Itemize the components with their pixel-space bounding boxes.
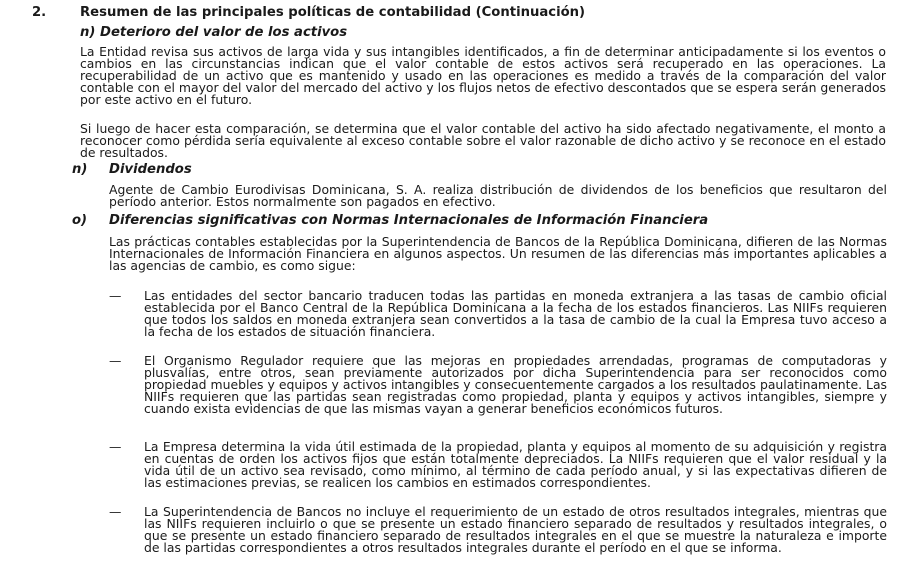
list-item: La Empresa determina la vida útil estimada de la propiedad, planta y equipos al momento de su adquisición y registra en cuentas de orden los activos fijos que están totalmente depreciados. La NIIFs requieren que el valor residual y la vida útil de un activo sea revisado, como mínimo, al término de cada período anual, y si las expectativas difieren de las estimaciones previas, se realicen los cambios en estimados correspondientes. [144, 439, 887, 490]
bullet-marker: — [109, 288, 122, 303]
dividendos-letter: n) [72, 162, 88, 177]
section-title: Resumen de las principales políticas de contabilidad (Continuación) [80, 5, 586, 20]
dividendos-paragraph: Agente de Cambio Eurodivisas Dominicana, S. A. realiza distribución de dividendos de los beneficios que resultaron del período anterior. Estos normalmente son pagados en efectivo. [109, 182, 887, 209]
diferencias-heading: Diferencias significativas con Normas Internacionales de Información Financiera [109, 213, 709, 228]
deterioro-paragraph-1: La Entidad revisa sus activos de larga vida y sus intangibles identificados, a fin de determinar anticipadamente si los eventos o cambios en las circunstancias indican que el valor contable de estos activos será recuperado en las operaciones. La recuperabilidad de un activo que es mantenido y usado en las operaciones es medido a través de la comparación del valor contable con el mayor del valor del mercado del activo y los flujos netos de efectivo descontados que se espera serán generados por este activo en el futuro. [80, 44, 886, 107]
bullet-marker: — [109, 504, 122, 519]
list-item: El Organismo Regulador requiere que las mejoras en propiedades arrendadas, programas de computadoras y plusvalías, entre otros, sean previamente autorizados por dicha Superintendencia para ser reconocidos como propiedad muebles y equipos y activos intangibles y consecuentemente cargados a los resultados paulatinamente. Las NIIFs requieren que las partidas sean registradas como propiedad, planta y equipos y activos intangibles, siempre y cuando exista evidencias de que las mismas vayan a generar beneficios económicos futuros. [144, 353, 887, 416]
bullet-marker: — [109, 353, 122, 368]
diferencias-letter: o) [72, 213, 88, 228]
deterioro-heading: n) Deterioro del valor de los activos [80, 25, 348, 40]
diferencias-intro: Las prácticas contables establecidas por la Superintendencia de Bancos de la República Dominicana, difieren de las Normas Internacionales de Información Financiera en algunos aspectos. Un resumen de las diferencias más importantes aplicables a las agencias de cambio, es como sigue: [109, 234, 887, 273]
list-item: La Superintendencia de Bancos no incluye el requerimiento de un estado de otros resultados integrales, mientras que las NIIFs requieren incluirlo o que se presente un estado financiero separado de resultados y resultados integrales, o que se presente un estado financiero separado de resultados integrales en el que se muestre la naturaleza e importe de las partidas correspondientes a otros resultados integrales durante el período en el que se informa. [144, 504, 887, 555]
bullet-marker: — [109, 439, 122, 454]
list-item: Las entidades del sector bancario traducen todas las partidas en moneda extranjera a las tasas de cambio oficial establecida por el Banco Central de la República Dominicana a la fecha de los estados financieros. Las NIIFs requieren que todos los saldos en moneda extranjera sean convertidos a la tasa de cambio de la cual la Empresa tuvo acceso a la fecha de los estados de situación financiera. [144, 288, 887, 339]
deterioro-paragraph-2: Si luego de hacer esta comparación, se determina que el valor contable del activo ha sido afectado negativamente, el monto a reconocer como pérdida sería equivalente al exceso contable sobre el valor razonable de dicho activo y se reconoce en el estado de resultados. [80, 121, 886, 160]
section-number: 2. [32, 5, 47, 20]
dividendos-heading: Dividendos [109, 162, 192, 177]
